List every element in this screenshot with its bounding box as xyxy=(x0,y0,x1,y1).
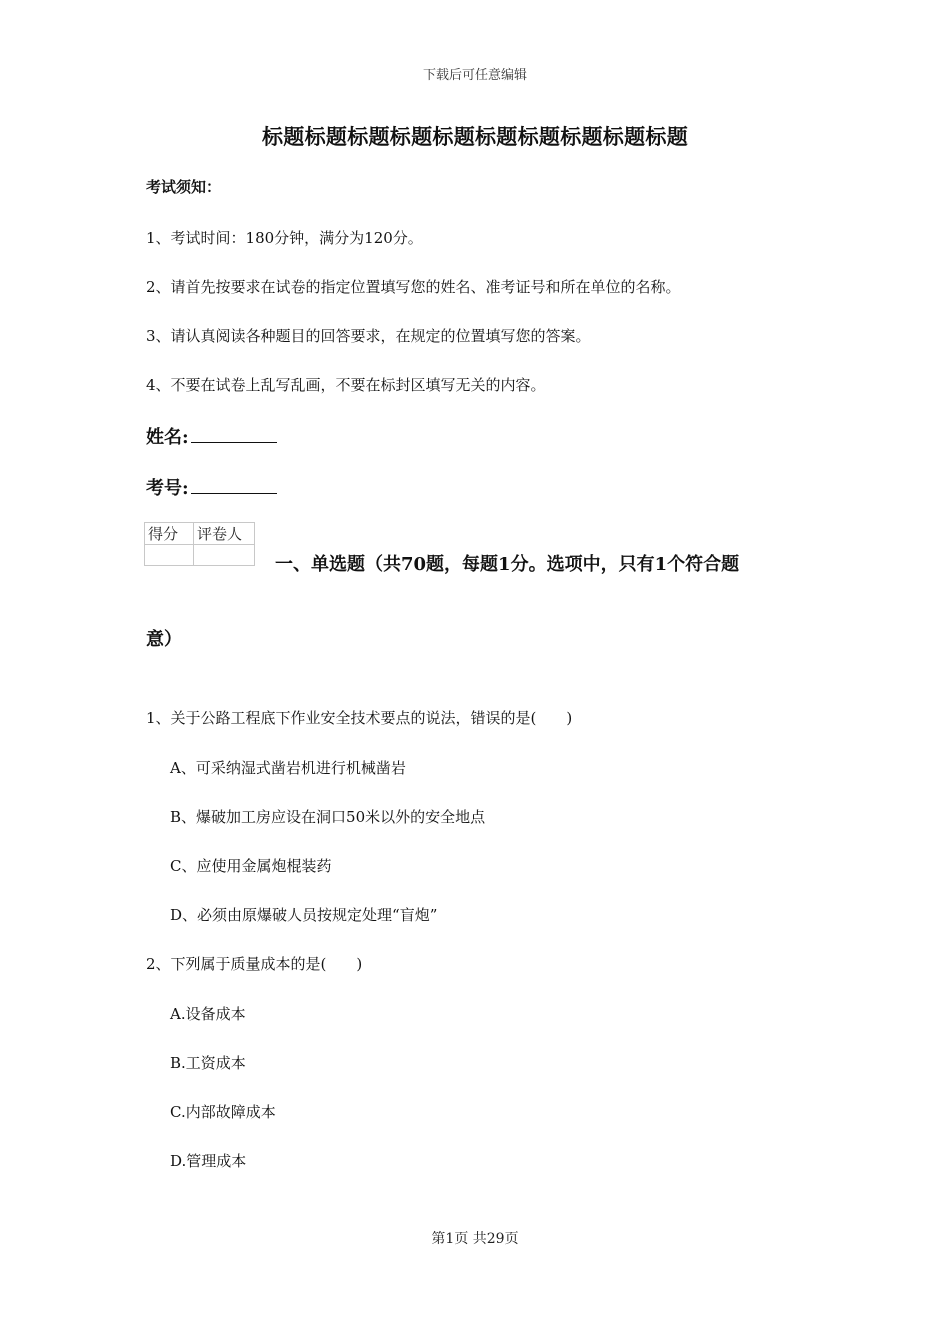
name-field xyxy=(146,423,277,449)
question-stem: 1、关于公路工程底下作业安全技术要点的说法，错误的是( ) xyxy=(146,709,573,727)
document-title: 标题标题标题标题标题标题标题标题标题标题 xyxy=(262,124,688,149)
name-blank[interactable] xyxy=(191,424,277,443)
header-note: 下载后可任意编辑 xyxy=(422,68,527,83)
notice-heading: 考试须知： xyxy=(146,178,222,196)
question-option: A、可采纳湿式凿岩机进行机械凿岩 xyxy=(170,759,406,777)
page-footer: 第1页 共29页 xyxy=(431,1231,519,1247)
question-option: B、爆破加工房应设在洞口50米以外的安全地点 xyxy=(170,808,486,826)
question-option: D.管理成本 xyxy=(170,1152,247,1170)
score-table-blank-row xyxy=(145,545,255,566)
question-option: B.工资成本 xyxy=(170,1054,246,1072)
section-heading-continued: 意） xyxy=(146,629,182,650)
question-option: A.设备成本 xyxy=(170,1005,246,1023)
score-table xyxy=(144,522,255,566)
question-option: C、应使用金属炮棍装药 xyxy=(170,857,332,875)
grader-cell[interactable] xyxy=(194,545,255,566)
score-cell[interactable] xyxy=(145,545,194,566)
notice-item: 1、考试时间：180分钟，满分为120分。 xyxy=(146,229,423,247)
score-header: 得分 xyxy=(145,523,194,545)
notice-item: 4、不要在试卷上乱写乱画，不要在标封区填写无关的内容。 xyxy=(146,376,546,394)
exam-number-label: 考号: xyxy=(146,478,189,499)
question-option: D、必须由原爆破人员按规定处理“盲炮” xyxy=(170,906,438,924)
name-label: 姓名: xyxy=(146,427,189,448)
grader-header: 评卷人 xyxy=(194,523,255,545)
question-stem: 2、下列属于质量成本的是( ) xyxy=(146,955,363,973)
notice-item: 3、请认真阅读各种题目的回答要求，在规定的位置填写您的答案。 xyxy=(146,327,591,345)
notice-item: 2、请首先按要求在试卷的指定位置填写您的姓名、准考证号和所在单位的名称。 xyxy=(146,278,681,296)
score-table-header-row xyxy=(145,523,255,545)
exam-number-field xyxy=(146,474,277,500)
exam-number-blank[interactable] xyxy=(191,475,277,494)
section-heading: 一、单选题（共70题，每题1分。选项中，只有1个符合题 xyxy=(275,554,740,575)
question-option: C.内部故障成本 xyxy=(170,1103,276,1121)
